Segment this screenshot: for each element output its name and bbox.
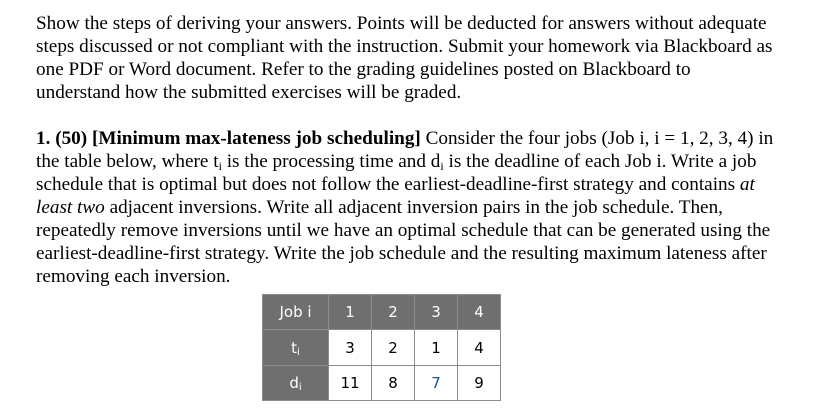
question-line-5: repeatedly remove inversions until we have an optimal schedule that can be generated using the (36, 220, 771, 241)
question-line-2 (36, 150, 816, 173)
d-cell: 7 (415, 366, 458, 401)
subscript-i: i (218, 159, 222, 173)
question-line-2-part-b: is the processing time and d (221, 151, 441, 172)
instructions-line-2: steps discussed or not compliant with the instruction. Submit your homework via Blackboard as (36, 36, 773, 57)
instructions-line-3: one PDF or Word document. Refer to the grading guidelines posted on Blackboard to (36, 59, 691, 80)
jobs-table (262, 294, 501, 401)
question-line-7: removing each inversion. (36, 266, 231, 287)
row-header-job: Job i (263, 295, 329, 330)
jobs-table-container (262, 294, 501, 401)
row-header-d (263, 366, 329, 401)
table-row-job (263, 295, 501, 330)
job-cell: 1 (329, 295, 372, 330)
table-row-processing-time (263, 330, 501, 366)
job-cell: 2 (372, 295, 415, 330)
question-1-paragraph (36, 127, 816, 288)
question-line-4 (36, 196, 816, 219)
question-line-4-text: adjacent inversions. Write all adjacent inversion pairs in the job schedule. Then, (104, 197, 723, 218)
t-label: t (291, 338, 298, 357)
table-row-deadline (263, 366, 501, 401)
question-line-2-part-c: is the deadline of each Job i. Write a job (443, 151, 757, 172)
question-line-3 (36, 173, 816, 196)
question-line-1 (36, 127, 816, 150)
subscript-i: i (298, 382, 302, 393)
d-cell: 11 (329, 366, 372, 401)
question-line-2-part-a: the table below, where t (36, 151, 219, 172)
question-line-3-italic: at (739, 174, 755, 195)
t-cell: 2 (372, 330, 415, 366)
t-cell: 1 (415, 330, 458, 366)
question-line-1-text: Consider the four jobs (Job i, i = 1, 2, 3, 4) in (420, 128, 774, 149)
d-label: d (289, 374, 299, 392)
job-cell: 4 (458, 295, 501, 330)
t-cell: 3 (329, 330, 372, 366)
question-heading: 1. (50) [Minimum max-lateness job scheduling] (36, 128, 421, 149)
job-cell: 3 (415, 295, 458, 330)
instructions-line-1: Show the steps of deriving your answers. Points will be deducted for answers without adequate (36, 13, 767, 34)
question-line-4-italic: least two (36, 197, 105, 218)
row-header-t (263, 330, 329, 366)
document-page (36, 12, 816, 288)
subscript-i: i (297, 346, 300, 358)
instructions-line-4: understand how the submitted exercises will be graded. (36, 82, 462, 103)
t-cell: 4 (458, 330, 501, 366)
d-cell: 8 (372, 366, 415, 401)
subscript-i: i (440, 159, 444, 173)
question-line-6: earliest-deadline-first strategy. Write the job schedule and the resulting maximum lateness after (36, 243, 767, 264)
d-cell: 9 (458, 366, 501, 401)
question-line-3-text: schedule that is optimal but does not follow the earliest-deadline-first strategy and contains (36, 174, 740, 195)
instructions-paragraph (36, 12, 816, 104)
